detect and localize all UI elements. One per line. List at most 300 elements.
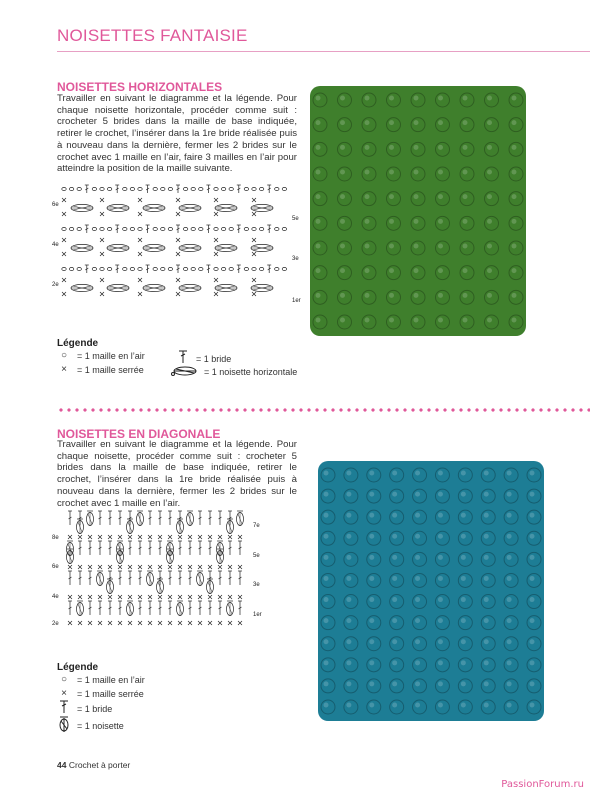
dc-symbol (168, 511, 172, 525)
sc-symbol (148, 621, 152, 625)
sc-symbol (238, 535, 242, 539)
horizontal-puff-symbol (143, 244, 165, 251)
dc-symbol (115, 265, 119, 273)
chain-symbol (153, 187, 157, 190)
section1-subtitle: NOISETTES HORIZONTALES (57, 80, 223, 94)
chain-symbol (161, 227, 165, 230)
dc-symbol (78, 571, 82, 585)
row-number: 6e (52, 564, 59, 570)
sc-symbol (176, 292, 180, 296)
section2-legend-title: Légende (57, 662, 99, 673)
sc-symbol (148, 535, 152, 539)
section2-subtitle: NOISETTES EN DIAGONALE (57, 427, 221, 441)
dc-symbol (138, 601, 142, 615)
title-divider (57, 51, 590, 52)
chain-symbol (153, 267, 157, 270)
sc-symbol (68, 621, 72, 625)
dc-symbol (138, 571, 142, 585)
chain-symbol (199, 227, 203, 230)
chain-symbol (123, 227, 127, 230)
chain-symbol (107, 267, 111, 270)
sc-symbol (118, 535, 122, 539)
legend-item: = 1 noisette (57, 715, 124, 736)
legend-item: = 1 bride (57, 700, 112, 717)
puff-symbol (117, 549, 124, 564)
chain-symbol (199, 267, 203, 270)
legend-item: × = 1 maille serrée (57, 688, 144, 699)
puff-symbol (87, 511, 94, 526)
dc-symbol (146, 225, 150, 233)
sc-symbol (238, 595, 242, 599)
dc-symbol (108, 541, 112, 555)
section1-text: Travailler en suivant le diagramme et la légende. Pour chaque noisette horizontale, procéder comme suit : crocheter 5 brides dans la maille de base indiquée, retirer le crochet, l’insérer dans la 1re bride réalisée puis à nouveau dans la dernière, fermer les 2 brides sur le crochet avec 1 maille en l’air, faire 3 mailles en l’air pour atteindre la position de la maille suivante. (57, 93, 297, 175)
chain-symbol (138, 267, 142, 270)
dc-symbol (176, 225, 180, 233)
dc-symbol (267, 225, 271, 233)
sc-symbol (178, 621, 182, 625)
sc-symbol (252, 212, 256, 216)
dc-symbol (218, 511, 222, 525)
horizontal-puff-icon (170, 364, 198, 380)
dc-symbol (208, 601, 212, 615)
sc-symbol (168, 535, 172, 539)
sc-symbol (100, 292, 104, 296)
sc-symbol (88, 535, 92, 539)
sc-symbol (176, 252, 180, 256)
green-swatch-photo (302, 80, 534, 342)
row-number: 2e (52, 282, 59, 288)
chain-symbol (92, 227, 96, 230)
sc-symbol (108, 595, 112, 599)
puff-symbol (217, 549, 224, 564)
dc-symbol (208, 511, 212, 525)
dc-symbol (208, 541, 212, 555)
dc-symbol (158, 601, 162, 615)
sc-symbol (198, 621, 202, 625)
puff-symbol (127, 519, 134, 534)
chain-symbol (191, 227, 195, 230)
horizontal-puff-symbol (143, 204, 165, 211)
row-number: 4e (52, 242, 59, 248)
sc-symbol (128, 595, 132, 599)
dc-symbol (206, 265, 210, 273)
sc-symbol (68, 565, 72, 569)
sc-symbol (214, 278, 218, 282)
section2-text: Travailler en suivant le diagramme et la légende. Pour chaque noisette, procéder comme suit : crocheter 5 brides dans la maille de base indiquée, retirer le crochet, l’insérer dans la 1re bride réalisée puis à nouveau dans la dernière, fermer les 2 brides sur le crochet avec 1 maille en l’air. (57, 439, 297, 509)
legend-item: ○ = 1 maille en l’air (57, 350, 145, 361)
chain-symbol (259, 267, 263, 270)
sc-symbol (252, 238, 256, 242)
puff-symbol (147, 571, 154, 586)
sc-symbol (138, 278, 142, 282)
chain-symbol (161, 187, 165, 190)
row-number: 8e (52, 535, 59, 541)
sc-symbol (188, 595, 192, 599)
sc-symbol (138, 621, 142, 625)
sc-symbol (168, 595, 172, 599)
dc-symbol (168, 571, 172, 585)
dc-symbol (85, 185, 89, 193)
sc-symbol (158, 621, 162, 625)
chain-symbol (199, 187, 203, 190)
chain-symbol (100, 227, 104, 230)
page-footer (57, 760, 130, 770)
sc-symbol (208, 565, 212, 569)
horizontal-puff-symbol (143, 284, 165, 291)
puff-symbol (107, 579, 114, 594)
dc-symbol (228, 571, 232, 585)
chain-symbol (138, 227, 142, 230)
sc-symbol (128, 535, 132, 539)
sc-symbol (78, 535, 82, 539)
sc-symbol (168, 565, 172, 569)
sc-symbol (138, 595, 142, 599)
sc-symbol (188, 535, 192, 539)
chain-symbol (252, 227, 256, 230)
sc-symbol (214, 292, 218, 296)
sc-symbol (108, 621, 112, 625)
sc-symbol (98, 535, 102, 539)
puff-symbol (187, 511, 194, 526)
chain-symbol (275, 187, 279, 190)
chain-symbol (221, 227, 225, 230)
dc-symbol (98, 601, 102, 615)
sc-symbol (98, 595, 102, 599)
puff-stitch-icon (57, 715, 71, 736)
row-number: 2e (52, 621, 59, 627)
sc-symbol (68, 595, 72, 599)
chain-symbol (244, 187, 248, 190)
row-number: 5e (292, 216, 299, 222)
sc-symbol (198, 595, 202, 599)
dc-symbol (115, 185, 119, 193)
sc-symbol (214, 252, 218, 256)
section1-legend-title: Légende (57, 338, 99, 349)
chain-symbol (77, 267, 81, 270)
legend-item: = 1 bride (176, 350, 231, 367)
sc-symbol (252, 278, 256, 282)
sc-symbol (118, 565, 122, 569)
sc-symbol (158, 535, 162, 539)
dc-symbol (178, 541, 182, 555)
dc-symbol (85, 225, 89, 233)
horizontal-puff-symbol (215, 284, 237, 291)
dc-symbol (206, 185, 210, 193)
sc-symbol (98, 565, 102, 569)
sc-symbol (176, 278, 180, 282)
sc-symbol (178, 565, 182, 569)
puff-symbol (207, 579, 214, 594)
dc-symbol (146, 265, 150, 273)
horizontal-puff-symbol (71, 204, 93, 211)
puff-symbol (177, 519, 184, 534)
chain-symbol (62, 227, 66, 230)
puff-symbol (237, 511, 244, 526)
dc-symbol (228, 541, 232, 555)
chain-symbol (214, 267, 218, 270)
chain-symbol (282, 227, 286, 230)
sc-symbol (78, 595, 82, 599)
sc-symbol (198, 565, 202, 569)
puff-symbol (77, 519, 84, 534)
dc-symbol (138, 541, 142, 555)
chain-symbol (69, 187, 73, 190)
dc-symbol (108, 511, 112, 525)
sc-symbol (108, 535, 112, 539)
sc-symbol (62, 212, 66, 216)
blue-swatch-photo (310, 455, 552, 727)
horizontal-puff-symbol (71, 244, 93, 251)
sc-symbol (188, 565, 192, 569)
chain-symbol (168, 227, 172, 230)
sc-symbol (98, 621, 102, 625)
sc-symbol (214, 238, 218, 242)
dc-symbol (118, 511, 122, 525)
section-divider (57, 408, 590, 412)
dc-symbol (176, 185, 180, 193)
puff-symbol (167, 549, 174, 564)
sc-symbol (88, 565, 92, 569)
section2-chart (50, 505, 270, 633)
chain-symbol (183, 267, 187, 270)
sc-symbol (218, 621, 222, 625)
sc-symbol (138, 535, 142, 539)
chain-symbol (62, 267, 66, 270)
chain-stitch-icon: ○ (60, 350, 68, 361)
sc-symbol (228, 565, 232, 569)
chain-symbol (282, 187, 286, 190)
magazine-name: Crochet à porter (68, 760, 131, 770)
chain-symbol (259, 187, 263, 190)
sc-symbol (238, 621, 242, 625)
chain-symbol (92, 187, 96, 190)
sc-symbol (138, 292, 142, 296)
sc-symbol (138, 252, 142, 256)
sc-symbol (62, 198, 66, 202)
dc-symbol (88, 541, 92, 555)
chain-symbol (130, 267, 134, 270)
puff-symbol (227, 519, 234, 534)
row-number: 3e (292, 256, 299, 262)
row-number: 1er (253, 612, 262, 618)
dc-symbol (237, 265, 241, 273)
chain-symbol (221, 187, 225, 190)
chain-symbol (107, 187, 111, 190)
sc-symbol (238, 565, 242, 569)
sc-symbol (158, 565, 162, 569)
sc-symbol (62, 278, 66, 282)
sc-symbol (118, 595, 122, 599)
dc-symbol (218, 601, 222, 615)
sc-symbol (128, 565, 132, 569)
legend-item: = 1 noisette horizontale (170, 364, 297, 380)
horizontal-puff-symbol (179, 204, 201, 211)
sc-symbol (100, 238, 104, 242)
chain-symbol (77, 187, 81, 190)
puff-symbol (157, 579, 164, 594)
sc-symbol (178, 595, 182, 599)
dc-symbol (98, 541, 102, 555)
sc-symbol (228, 621, 232, 625)
sc-symbol (208, 621, 212, 625)
horizontal-puff-symbol (251, 244, 273, 251)
dc-symbol (158, 541, 162, 555)
chain-symbol (168, 267, 172, 270)
row-number: 6e (52, 202, 59, 208)
sc-symbol (168, 621, 172, 625)
sc-symbol (138, 238, 142, 242)
row-number: 4e (52, 594, 59, 600)
row-number: 5e (253, 553, 260, 559)
sc-symbol (62, 292, 66, 296)
sc-symbol (118, 621, 122, 625)
dc-symbol (238, 571, 242, 585)
single-crochet-icon: × (61, 688, 67, 699)
puff-symbol (177, 601, 184, 616)
chain-symbol (244, 227, 248, 230)
sc-symbol (218, 595, 222, 599)
dc-symbol (237, 225, 241, 233)
dc-symbol (118, 601, 122, 615)
puff-symbol (127, 601, 134, 616)
chain-symbol (62, 187, 66, 190)
puff-symbol (137, 511, 144, 526)
dc-symbol (206, 225, 210, 233)
dc-symbol (68, 601, 72, 615)
horizontal-puff-symbol (71, 284, 93, 291)
sc-symbol (158, 595, 162, 599)
puff-symbol (227, 601, 234, 616)
chain-symbol (183, 187, 187, 190)
horizontal-puff-symbol (107, 284, 129, 291)
chain-symbol (77, 227, 81, 230)
chain-symbol (191, 267, 195, 270)
sc-symbol (214, 212, 218, 216)
sc-symbol (138, 212, 142, 216)
sc-symbol (138, 198, 142, 202)
sc-symbol (228, 535, 232, 539)
chain-symbol (123, 267, 127, 270)
dc-symbol (128, 541, 132, 555)
chain-symbol (244, 267, 248, 270)
horizontal-puff-symbol (251, 284, 273, 291)
row-number: 7e (253, 523, 260, 529)
dc-symbol (148, 601, 152, 615)
chain-symbol (138, 187, 142, 190)
dc-symbol (238, 541, 242, 555)
chain-symbol (282, 267, 286, 270)
dc-symbol (88, 601, 92, 615)
dc-symbol (148, 541, 152, 555)
chain-symbol (252, 187, 256, 190)
row-number: 1er (292, 298, 301, 304)
chain-symbol (275, 267, 279, 270)
dc-symbol (68, 511, 72, 525)
sc-symbol (100, 198, 104, 202)
dc-symbol (108, 601, 112, 615)
chain-symbol (214, 187, 218, 190)
dc-symbol (188, 601, 192, 615)
sc-symbol (188, 621, 192, 625)
puff-symbol (67, 549, 74, 564)
sc-symbol (218, 535, 222, 539)
dc-symbol (146, 185, 150, 193)
chain-symbol (183, 227, 187, 230)
legend-item: × = 1 maille serrée (57, 364, 144, 375)
sc-symbol (208, 595, 212, 599)
sc-symbol (88, 621, 92, 625)
horizontal-puff-symbol (107, 204, 129, 211)
watermark: PassionForum.ru (501, 779, 584, 790)
chain-symbol (130, 227, 134, 230)
dc-symbol (176, 265, 180, 273)
sc-symbol (62, 238, 66, 242)
dc-symbol (85, 265, 89, 273)
dc-symbol (68, 571, 72, 585)
chain-stitch-icon: ○ (60, 674, 68, 685)
puff-symbol (197, 571, 204, 586)
dc-symbol (267, 265, 271, 273)
sc-symbol (88, 595, 92, 599)
sc-symbol (176, 198, 180, 202)
dc-symbol (88, 571, 92, 585)
chain-symbol (130, 187, 134, 190)
horizontal-puff-symbol (179, 284, 201, 291)
chain-symbol (259, 227, 263, 230)
chain-symbol (69, 227, 73, 230)
page-number: 44 (57, 760, 67, 770)
chain-symbol (100, 187, 104, 190)
sc-symbol (148, 565, 152, 569)
sc-symbol (176, 238, 180, 242)
sc-symbol (100, 252, 104, 256)
sc-symbol (78, 565, 82, 569)
horizontal-chart-symbols (62, 185, 287, 296)
chain-symbol (161, 267, 165, 270)
dc-symbol (115, 225, 119, 233)
page-title: NOISETTES FANTAISIE (57, 26, 248, 45)
dc-symbol (128, 571, 132, 585)
chain-symbol (107, 227, 111, 230)
section1-chart (50, 180, 302, 310)
horizontal-puff-symbol (251, 204, 273, 211)
sc-symbol (148, 595, 152, 599)
chain-symbol (229, 267, 233, 270)
puff-symbol (97, 571, 104, 586)
sc-symbol (252, 292, 256, 296)
chain-symbol (252, 267, 256, 270)
sc-symbol (176, 212, 180, 216)
sc-symbol (68, 535, 72, 539)
chain-symbol (153, 227, 157, 230)
dc-symbol (198, 601, 202, 615)
sc-symbol (178, 535, 182, 539)
horizontal-puff-symbol (107, 244, 129, 251)
sc-symbol (252, 198, 256, 202)
sc-symbol (228, 595, 232, 599)
sc-symbol (62, 252, 66, 256)
chain-symbol (191, 187, 195, 190)
dc-symbol (158, 511, 162, 525)
sc-symbol (198, 535, 202, 539)
legend-item: ○ = 1 maille en l’air (57, 674, 145, 685)
chain-symbol (275, 227, 279, 230)
dc-symbol (218, 571, 222, 585)
horizontal-puff-symbol (215, 244, 237, 251)
chain-symbol (69, 267, 73, 270)
dc-symbol (168, 601, 172, 615)
chain-symbol (221, 267, 225, 270)
